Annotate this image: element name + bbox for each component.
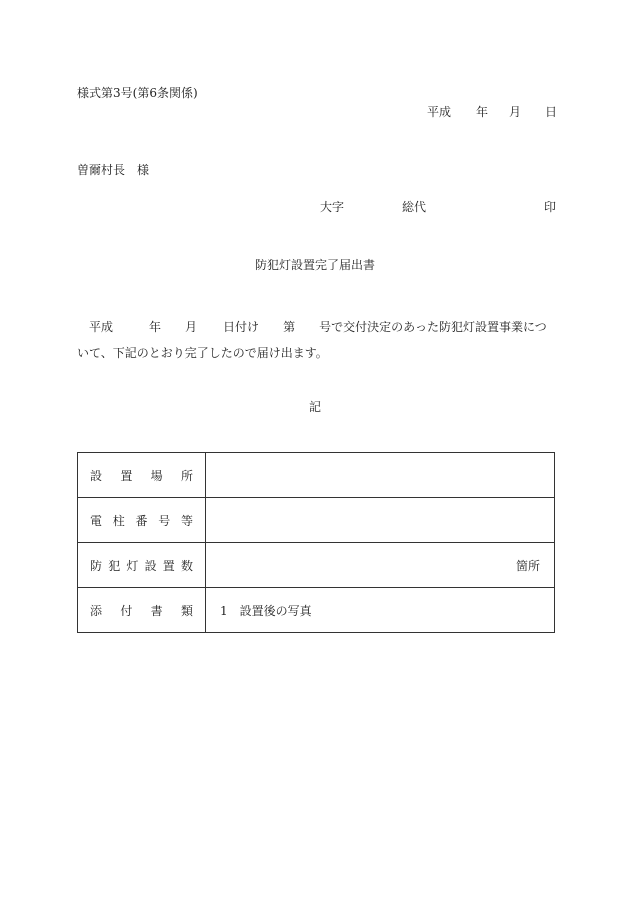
- details-table: [77, 452, 555, 633]
- seal-mark: 印: [544, 200, 557, 214]
- date-month: 月: [509, 105, 522, 119]
- body-dated: 日付け: [223, 320, 260, 334]
- light-count-value: 箇所: [206, 543, 555, 588]
- ki-heading: 記: [308, 400, 321, 414]
- row-label: 添付書類: [78, 588, 206, 633]
- body-number-prefix: 第: [283, 320, 296, 334]
- body-month: 月: [185, 320, 198, 334]
- row-label: 電柱番号等: [78, 498, 206, 543]
- form-number: 様式第3号(第6条関係): [77, 86, 198, 100]
- table-row: [78, 543, 555, 588]
- addressee: 曽爾村長 様: [77, 163, 150, 177]
- pole-number-value: [206, 498, 555, 543]
- attachments-value: 1 設置後の写真: [206, 588, 555, 633]
- applicant-oaza: 大字: [320, 200, 345, 214]
- applicant-sodai: 総代: [402, 200, 427, 214]
- body-year: 年: [149, 320, 162, 334]
- body-era: 平成: [89, 320, 114, 334]
- body-text: 号で交付決定のあった防犯灯設置事業について、下記のとおり完了したので届け出ます。: [77, 320, 547, 360]
- row-label: 設置場所: [78, 453, 206, 498]
- date-era: 平成: [427, 105, 452, 119]
- location-value: [206, 453, 555, 498]
- table-row: [78, 588, 555, 633]
- document-title: 防犯灯設置完了届出書: [254, 258, 375, 272]
- table-row: [78, 498, 555, 543]
- table-row: [78, 453, 555, 498]
- row-label: 防犯灯設置数: [78, 543, 206, 588]
- date-day: 日: [545, 105, 558, 119]
- date-year: 年: [476, 105, 489, 119]
- body-paragraph: [77, 314, 557, 366]
